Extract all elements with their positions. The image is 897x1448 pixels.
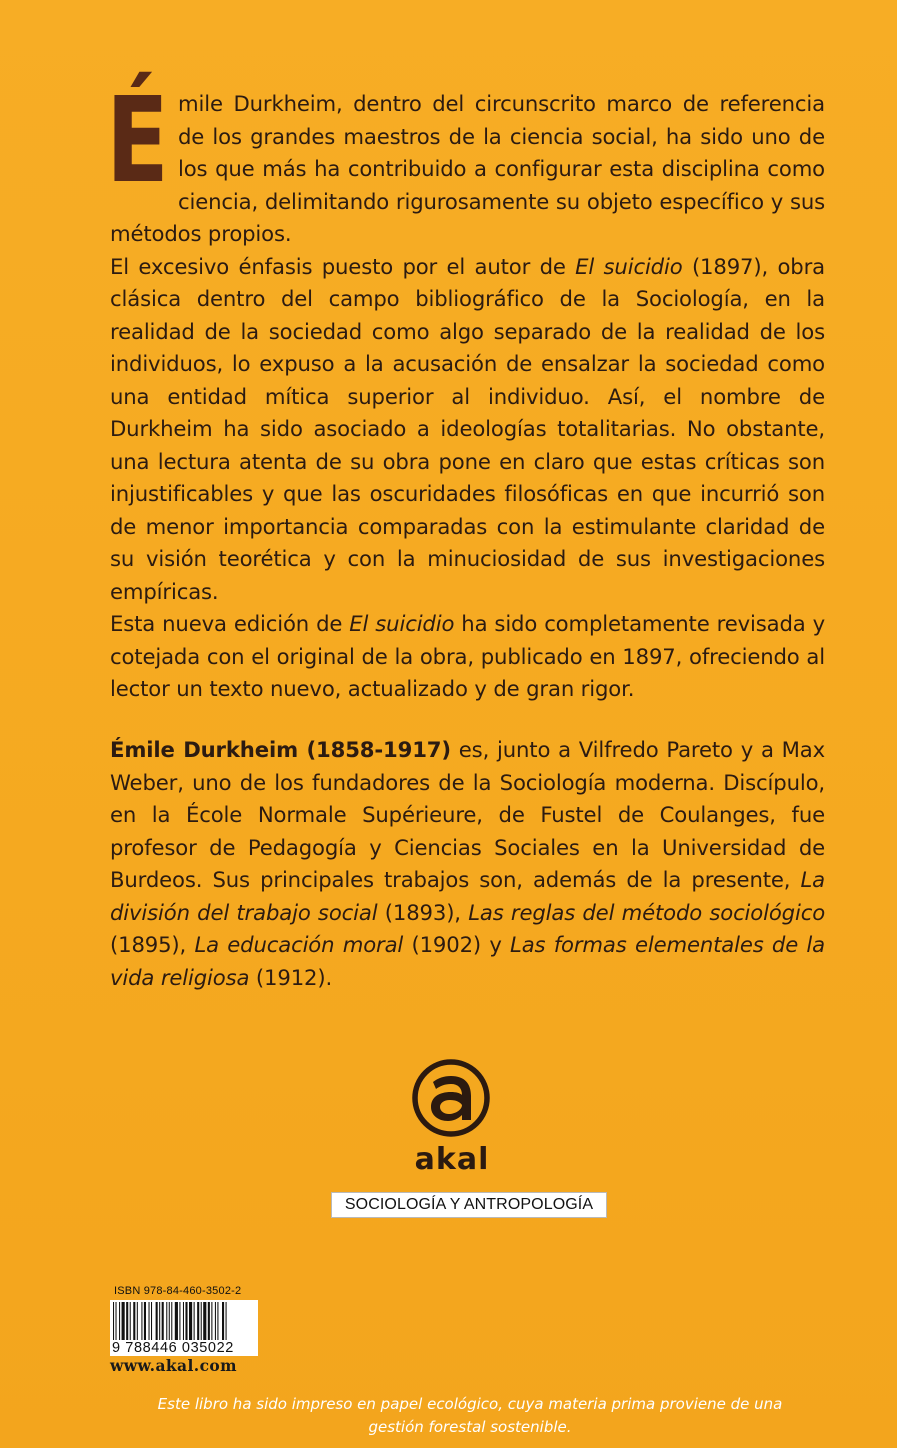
synopsis-paragraph-1: mile Durkheim, dentro del circunscrito marco de referencia de los grandes maestros de la ciencia social, ha sido uno de los que más ha contribuido a configurar esta disciplina como ciencia, delimitando rigurosamente su objeto específico y sus métodos propios. xyxy=(110,91,825,246)
work-title: Las reglas del método sociológico xyxy=(468,899,826,925)
work-title: La división del trabajo social xyxy=(110,867,825,925)
synopsis-paragraph-3: Esta nueva edición de El suicidio ha sido completamente revisada y cotejada con el original de la obra, publicado en 1897, ofreciendo al lector un texto nuevo, actualizado y de gran rigor. xyxy=(110,611,825,701)
eco-paper-note: Este libro ha sido impreso en papel ecológico, cuya materia prima proviene de una gestión forestal sostenible. xyxy=(157,1395,783,1436)
author-bio: Émile Durkheim (1858-1917) es, junto a Vilfredo Pareto y a Max Weber, uno de los fundadores de la Sociología moderna. Discípulo, en la École Normale Supérieure, de Fustel de Coulanges, fue profesor de Pedagogía y Ciencias Sociales en la Universidad de Burdeos. Sus principales trabajos son, además de la presente, La división del trabajo social (1893), Las reglas del método sociológico (1895), La educación moral (1902) y Las formas elementales de la vida religiosa (1912). xyxy=(110,737,826,990)
publisher-website: www.akal.com xyxy=(110,1356,237,1375)
publisher-name: akal xyxy=(414,1142,490,1177)
book-title-ref: El suicidio xyxy=(575,253,683,279)
drop-cap: É xyxy=(106,71,169,209)
publisher-logo xyxy=(409,1058,499,1186)
work-title: La educación moral xyxy=(194,932,404,957)
synopsis-paragraph-2: El excesivo énfasis puesto por el autor de El suicidio (1897), obra clásica dentro del campo bibliográfico de la Sociología, en la realidad de la sociedad como algo separado de la realidad de los individuos, lo expuso a la acusación de ensalzar la sociedad como una entidad mítica superior al individuo. Así, el nombre de Durkheim ha sido asociado a ideologías totalitarias. No obstante, una lectura atenta de su obra pone en claro que estas críticas son injustificables y que las oscuridades filosóficas en que incurrió son de menor importancia comparadas con la estimulante claridad de su visión teorética y con la minuciosidad de sus investigaciones empíricas. xyxy=(110,253,825,604)
author-name: Émile Durkheim (1858-1917) xyxy=(110,737,451,762)
akal-logo-icon xyxy=(411,1058,491,1138)
barcode-digits: 9 788446 035022 xyxy=(112,1340,234,1356)
collection-label: SOCIOLOGÍA Y ANTROPOLOGÍA xyxy=(331,1192,607,1218)
book-title-ref: El suicidio xyxy=(349,611,455,636)
isbn-label: ISBN 978-84-460-3502-2 xyxy=(114,1285,242,1297)
synopsis xyxy=(106,71,825,706)
work-title: Las formas elementales de la vida religiosa xyxy=(110,932,825,990)
